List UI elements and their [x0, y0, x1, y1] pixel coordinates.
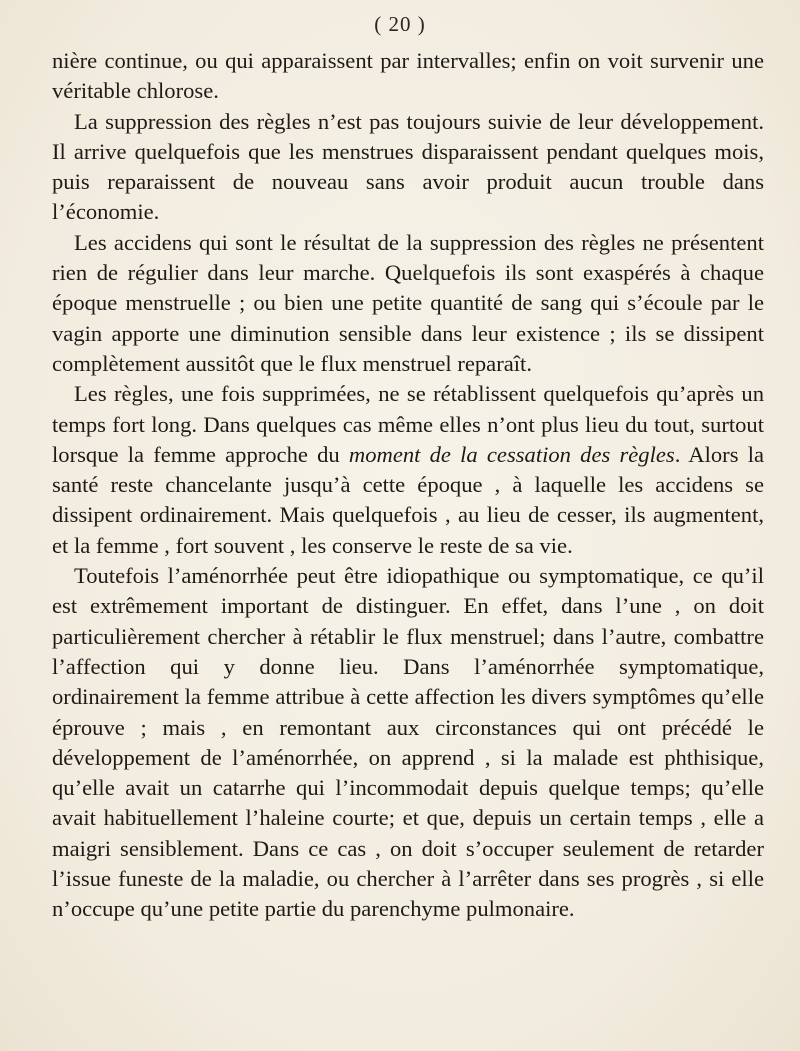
paragraph-text: nière continue, ou qui apparaissent par intervalles; enfin on voit survenir une véritable chlorose. — [52, 48, 764, 104]
paragraph — [52, 107, 764, 228]
paragraph — [52, 561, 764, 925]
body-text — [52, 46, 764, 925]
paragraph-text: . Alors la santé reste chancelante jusqu’à cette époque , à laquelle les accidens se dissipent ordinairement. Mais quelquefois , au lieu de cesser, ils augmentent, et la femme , fort souvent , les conserve le reste de sa vie. — [52, 441, 764, 558]
paragraph — [52, 46, 764, 107]
paragraph-text: Toutefois l’aménorrhée peut être idiopathique ou symptomatique, ce qu’il est extrêmement important de distinguer. En effet, dans l’une , on doit particulièrement chercher à rétablir le flux menstruel; dans l’autre, combattre l’affection qui y donne lieu. Dans l’aménorrhée symptomatique, ordinairement la femme attribue à cette affection les divers symptômes qu’elle éprouve ; mais , en remontant aux circonstances qui ont précédé le développement de l’aménorrhée, on apprend , si la malade est phthisique, qu’elle avait un catarrhe qui l’incommodait depuis quelque temps; qu’elle avait habituellement l’haleine courte; et que, depuis un certain temps , elle a maigri sensiblement. Dans ce cas , on doit s’occuper seulement de retarder l’issue funeste de la maladie, ou chercher à l’arrêter dans ses progrès , si elle n’occupe qu’une petite partie du parenchyme pulmonaire. — [52, 563, 764, 922]
paragraph — [52, 228, 764, 379]
page-number: ( 20 ) — [374, 12, 426, 36]
italic-phrase: moment de la cessation des règles — [348, 441, 675, 467]
paragraph-text: Les accidens qui sont le résultat de la suppression des règles ne présentent rien de régulier dans leur marche. Quelquefois ils sont exaspérés à chaque époque menstruelle ; ou bien une petite quantité de sang qui s’écoule par le vagin apporte une diminution sensible dans leur existence ; ils se dissipent complètement aussitôt que le flux menstruel reparaît. — [52, 229, 764, 376]
paragraph-text: Les règles, une fois supprimées, ne se rétablissent quelquefois qu’après un temps fort long. Dans quelques cas même elles n’ont plus lieu du tout, surtout lorsque la femme approche du — [52, 381, 764, 467]
paragraph — [52, 379, 764, 561]
paragraph-text: La suppression des règles n’est pas toujours suivie de leur développement. Il arrive quelquefois que les menstrues disparaissent pendant quelques mois, puis reparaissent de nouveau sans avoir produit aucun trouble dans l’économie. — [52, 108, 764, 225]
